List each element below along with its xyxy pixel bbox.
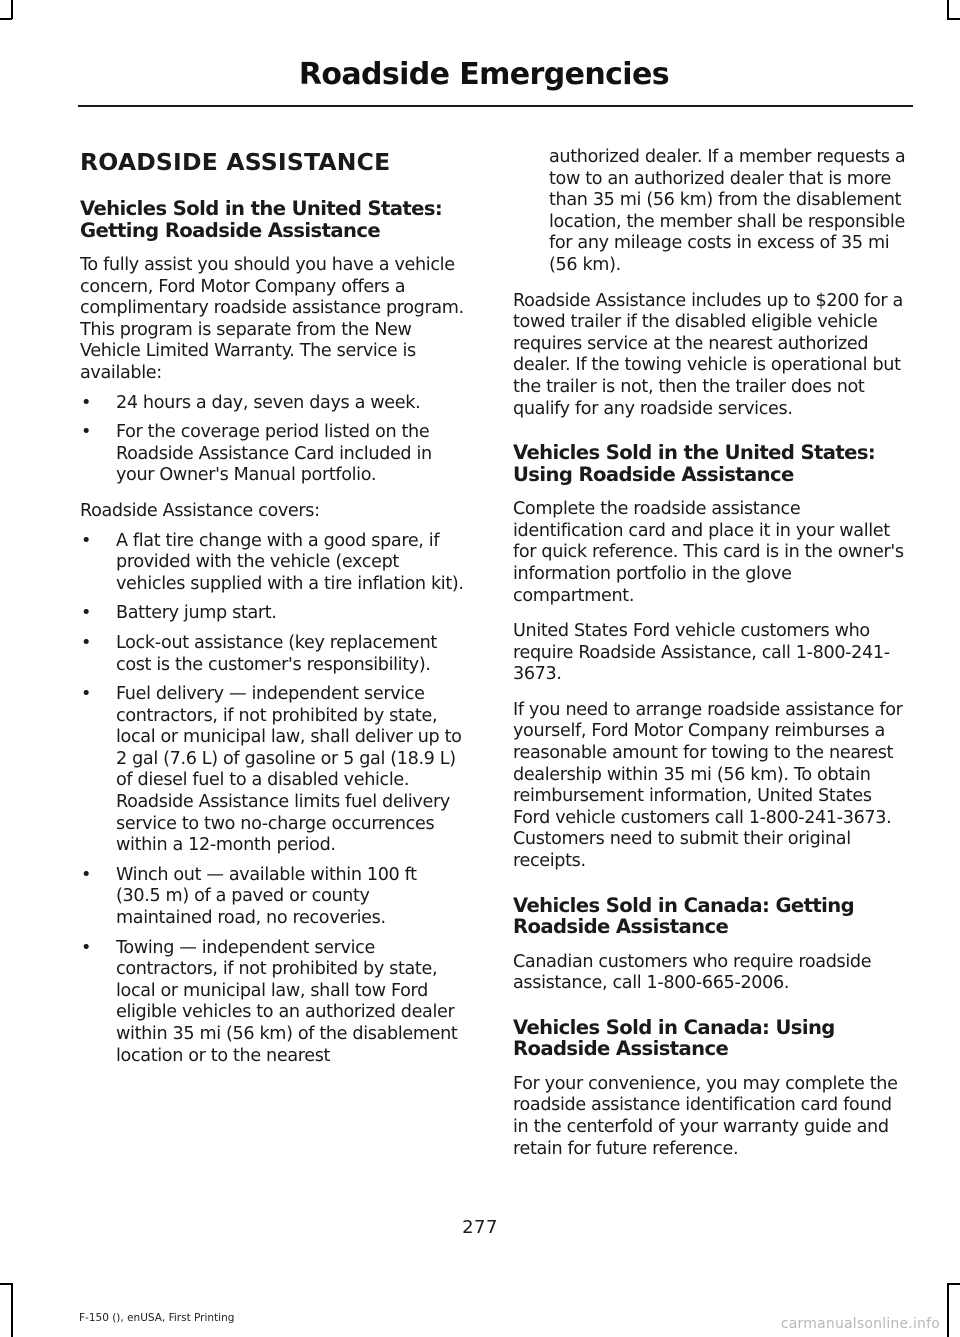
- list-item: • 24 hours a day, seven days a week.: [80, 393, 464, 415]
- towing-continuation: [513, 147, 909, 277]
- subheading-canada-using: Vehicles Sold in Canada: Using Roadside Assistance: [513, 1015, 835, 1061]
- intro-paragraph: To fully assist you should you have a vehicle concern, Ford Motor Company offers a complimentary roadside assistance program. This program is separate from the New Vehicle Limited Warranty. The service is available:: [80, 255, 464, 383]
- canada-call-paragraph: Canadian customers who require roadside assistance, call 1-800-665-2006.: [513, 951, 872, 994]
- list-item: • Lock-out assistance (key replacement cost is the customer's responsibility).: [80, 633, 464, 676]
- list-item: • Towing — independent service contractors, if not prohibited by state, local or municipal law, shall tow Ford eligible vehicles to an authorized dealer within 35 mi (56 km) of the disablement location or to the nearest: [80, 938, 464, 1068]
- left-column: [80, 140, 464, 1067]
- page-header-title: Roadside Emergencies: [298, 57, 669, 92]
- watermark: carmanualsonline.info: [780, 1316, 940, 1332]
- availability-list: [80, 393, 464, 487]
- subheading-canada-getting: Vehicles Sold in Canada: Getting Roadside Assistance: [513, 893, 855, 939]
- crop-mark: [947, 0, 949, 19]
- crop-mark: [0, 1283, 12, 1285]
- subheading-us-getting: Vehicles Sold in the United States: Getting Roadside Assistance: [80, 197, 443, 242]
- list-item: • Winch out — available within 100 ft (30.5 m) of a paved or county maintained road, no recoveries.: [80, 865, 464, 930]
- right-column: [513, 147, 909, 1160]
- list-item: • Fuel delivery — independent service contractors, if not prohibited by state, local or municipal law, shall deliver up to 2 gal (7.6 L) of gasoline or 5 gal (18.9 L) of diesel fuel to a disabled vehicle. Roadside Assistance limits fuel delivery service to two no-charge occurrences within a 12-month period.: [80, 684, 464, 857]
- list-item: • A flat tire change with a good spare, if provided with the vehicle (except vehicles supplied with a tire inflation kit).: [80, 531, 464, 596]
- subheading-us-using: Vehicles Sold in the United States: Using Roadside Assistance: [513, 441, 876, 486]
- list-item: authorized dealer. If a member requests a tow to an authorized dealer that is more than 35 mi (56 km) from the disablement location, the member shall be responsible for any mileage costs in excess of 35 mi (56 km).: [549, 147, 906, 275]
- header-rule: [78, 105, 913, 107]
- canada-card-paragraph: For your convenience, you may complete the roadside assistance identification card found in the centerfold of your warranty guide and retain for future reference.: [513, 1073, 898, 1159]
- list-item: • For the coverage period listed on the Roadside Assistance Card included in your Owner's Manual portfolio.: [80, 422, 464, 487]
- us-call-paragraph: United States Ford vehicle customers who require Roadside Assistance, call 1-800-241-3673.: [513, 621, 890, 685]
- covers-intro: Roadside Assistance covers:: [80, 500, 320, 521]
- crop-mark: [947, 1283, 949, 1337]
- reimburse-paragraph: If you need to arrange roadside assistance for yourself, Ford Motor Company reimburses a reasonable amount for towing to the nearest dealership within 35 mi (56 km). To obtain reimbursement information, United States Ford vehicle customers call 1-800-241-3673. Customers need to submit their original receipts.: [513, 699, 903, 872]
- covers-list: [80, 531, 464, 1068]
- card-paragraph: Complete the roadside assistance identification card and place it in your wallet for quick reference. This card is in the owner's information portfolio in the glove compartment.: [513, 499, 904, 606]
- crop-mark: [947, 18, 960, 20]
- page-number: 277: [462, 1217, 498, 1238]
- crop-mark: [0, 18, 12, 20]
- crop-mark: [947, 1283, 960, 1285]
- trailer-paragraph: Roadside Assistance includes up to $200 for a towed trailer if the disabled eligible vehicle requires service at the nearest authorized dealer. If the towing vehicle is operational but the trailer is not, then the trailer does not qualify for any roadside services.: [513, 290, 903, 419]
- crop-mark: [11, 0, 13, 19]
- crop-mark: [11, 1283, 13, 1337]
- print-info: F-150 (), enUSA, First Printing: [79, 1312, 235, 1324]
- list-item: • Battery jump start.: [80, 603, 464, 625]
- section-title: ROADSIDE ASSISTANCE: [80, 148, 391, 176]
